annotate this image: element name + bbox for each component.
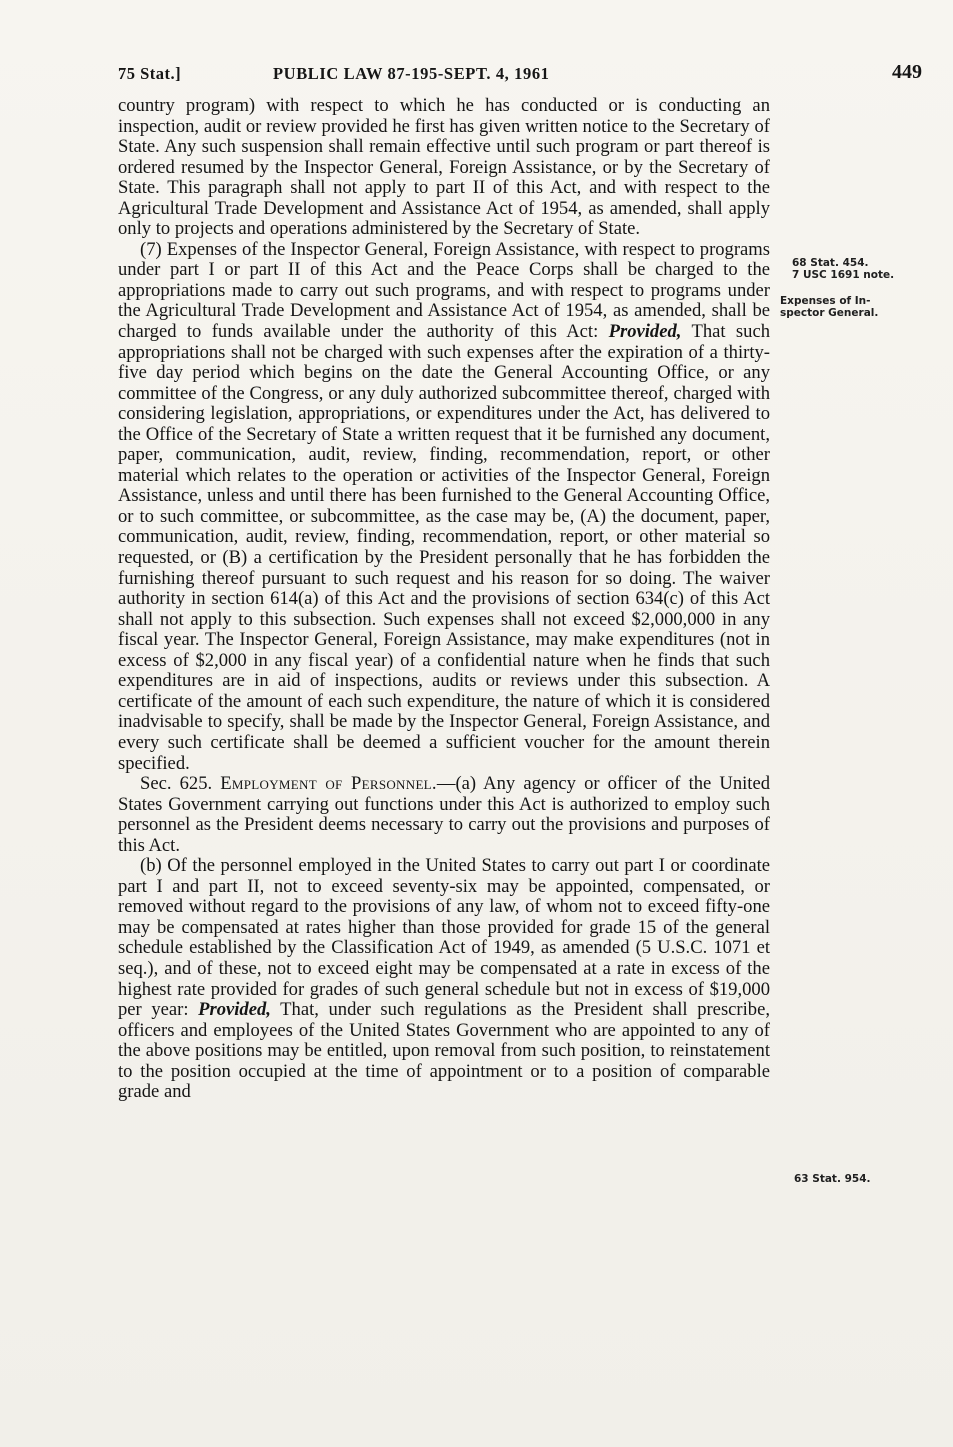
margin-note-line: spector General. [780,307,879,319]
margin-note-line: 68 Stat. 454. [792,257,869,269]
paragraph-b-text-a: (b) Of the personnel employed in the United States to carry out part I or coordinate part I and part II, not to exceed seventy-six may be appointed, compensated, or removed without regard to the provisions of any law, of whom not to exceed fifty-one may be compensated at rates higher than those provided for grade 15 of the general schedule established by the Classification Act of 1949, as amended (5 U.S.C. 1071 et seq.), and of these, not to exceed eight may be compensated at a rate in excess of the highest rate provided for grades of such general schedule but not in excess of $19,000 per year: [118,855,770,1021]
margin-note-citation-2: 63 Stat. 954. [794,1173,871,1185]
paragraph-7-text-b: That such appropriations shall not be charged with such expenses after the expiration of a thirty-five day period which begins on the date the General Accounting Office, or any committee of the Congress, or any duly authorized subcommittee thereof, charged with considering legislation, appropriations, or expenditures under the Act, has delivered to the Office of the Secretary of State a written request that it be furnished any document, paper, communication, audit, review, finding, recommendation, report, or other material which relates to the operation or activities of the Inspector General, Foreign Assistance, unless and until there has been furnished to the General Accounting Office, or to such committee, or subcommittee, as the case may be, (A) the document, paper, communication, audit, review, finding, recommendation, report, or other material so requested, or (B) a certification by the President personally that he has forbidden the furnishing thereof pursuant to such request and his reason for so doing. The waiver authority in section 614(a) of this Act and the provisions of section 634(c) of this Act shall not apply to this subsection. Such expenses shall not exceed $2,000,000 in any fiscal year. The Inspector General, Foreign Assistance, may make expenditures (not in excess of $2,000 in any fiscal year) of a confidential nature when he finds that such expenditures are in aid of inspections, audits or reviews under this subsection. A certificate of the amount of each such expenditure, the nature of which it is considered inadvisable to specify, shall be made by the Inspector General, Foreign Assistance, and every such certificate shall be deemed a sufficient voucher for the amount therein specified. [118,321,771,774]
statute-volume: 75 Stat.] [118,64,182,83]
paragraph-b [118,856,770,1103]
margin-note-line: Expenses of In- [780,295,871,307]
paragraph-7 [118,240,770,774]
section-number: Sec. 625. [140,773,213,795]
provided-keyword-2: Provided, [198,999,271,1021]
paragraph-continued: country program) with respect to which he has conducted or is conducting an inspection, audit or review provided he first has given written notice to the Secretary of State. Any such suspension shall remain effective until such program or part thereof is ordered resumed by the Inspector General, Foreign Assistance, or by the Secretary of State. This paragraph shall not apply to part II of this Act, and with respect to the Agricultural Trade Development and Assistance Act of 1954, as amended, shall apply only to projects and operations administered by the Secretary of State. [118,95,770,240]
page-number: 449 [892,61,922,83]
section-625-text: —(a) Any agency or officer of the United States Government carrying out functions under this Act is authorized to employ such personnel as the President deems necessary to carry out the provisions and purposes of this Act. [118,773,771,856]
section-625 [118,774,770,856]
body-text [118,96,770,1103]
margin-note-expenses [780,295,878,319]
paragraph-7-text-a: (7) Expenses of the Inspector General, Foreign Assistance, with respect to programs under part I or part II of this Act and the Peace Corps shall be charged to the appropriations made to carry out such programs, and with respect to programs under the Agricultural Trade Development and Assistance Act of 1954, as amended, shall be charged to funds available under the authority of this Act: [118,238,770,343]
law-title: PUBLIC LAW 87-195-SEPT. 4, 1961 [273,64,550,83]
section-heading: Employment of Personnel. [220,773,437,795]
paragraph-b-text-b: That, under such regulations as the President shall prescribe, officers and employees of the United States Government who are appointed to any of the above positions may be entitled, upon removal from such position, to reinstatement to the position occupied at the time of appointment or to a position of comparable grade and [118,999,770,1103]
margin-note-line: 7 USC 1691 note. [792,269,895,281]
provided-keyword: Provided, [608,321,682,343]
running-header [118,61,922,86]
margin-note-citation-1 [792,257,894,281]
